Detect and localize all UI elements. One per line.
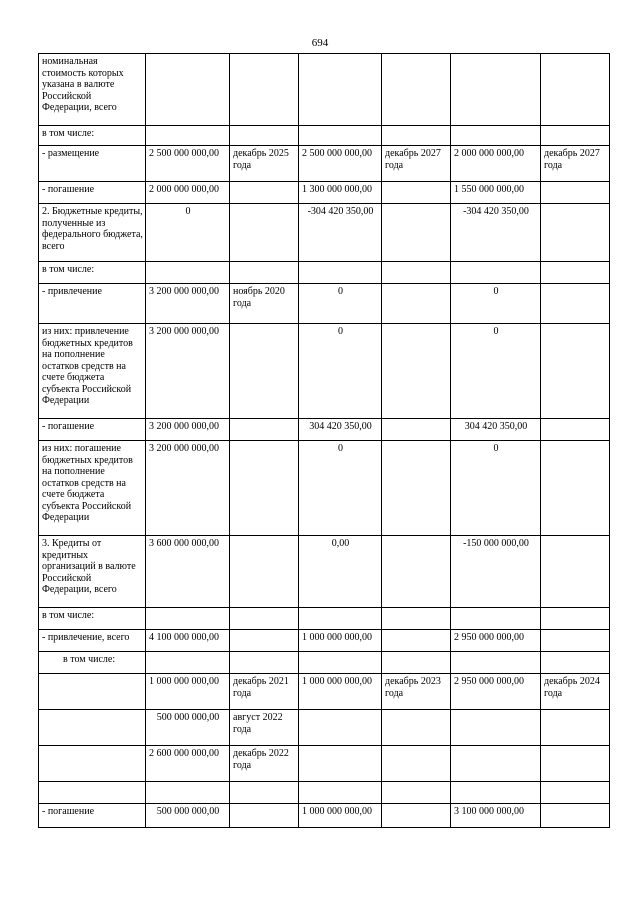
table-cell: -304 420 350,00 [299, 204, 382, 262]
table-cell: 3 200 000 000,00 [146, 441, 230, 536]
table-row [39, 126, 610, 146]
table-cell [230, 782, 299, 804]
table-cell: 1 000 000 000,00 [146, 674, 230, 710]
table-cell [146, 782, 230, 804]
table-cell [541, 284, 610, 324]
table-cell [541, 441, 610, 536]
table-cell: - размещение [39, 146, 146, 182]
table-cell: 2 950 000 000,00 [451, 674, 541, 710]
table-cell: 1 000 000 000,00 [299, 674, 382, 710]
table-cell [382, 804, 451, 828]
table-cell: 2 000 000 000,00 [451, 146, 541, 182]
table-cell [39, 746, 146, 782]
table-cell [541, 710, 610, 746]
table-row [39, 608, 610, 630]
table-cell [146, 126, 230, 146]
table-cell: 0 [451, 441, 541, 536]
table-cell: в том числе: [39, 126, 146, 146]
table-cell [382, 652, 451, 674]
table-cell [451, 54, 541, 126]
table-cell [382, 324, 451, 419]
table-cell: 0,00 [299, 536, 382, 608]
table-row [39, 536, 610, 608]
table-cell: -304 420 350,00 [451, 204, 541, 262]
table-cell [541, 126, 610, 146]
table-cell: - погашение [39, 182, 146, 204]
table-row [39, 182, 610, 204]
table-cell: декабрь 2022 года [230, 746, 299, 782]
table-cell [541, 652, 610, 674]
table-cell: декабрь 2027 года [382, 146, 451, 182]
table-cell: 0 [451, 324, 541, 419]
table-cell: в том числе: [39, 652, 146, 674]
table-cell: 0 [299, 284, 382, 324]
table-cell: 0 [146, 204, 230, 262]
table-cell: 1 550 000 000,00 [451, 182, 541, 204]
table-cell: в том числе: [39, 608, 146, 630]
page-number: 694 [311, 37, 329, 49]
table-cell: 500 000 000,00 [146, 804, 230, 828]
table-cell: август 2022 года [230, 710, 299, 746]
table-cell: декабрь 2024 года [541, 674, 610, 710]
table-row [39, 782, 610, 804]
table-cell: 0 [299, 324, 382, 419]
table-cell: 0 [451, 284, 541, 324]
table-cell [382, 746, 451, 782]
table-row [39, 204, 610, 262]
table-row [39, 652, 610, 674]
table-cell: 304 420 350,00 [299, 419, 382, 441]
table-cell: 2 600 000 000,00 [146, 746, 230, 782]
table-cell [146, 262, 230, 284]
table-cell [230, 182, 299, 204]
table-cell [451, 782, 541, 804]
table-cell: 2 500 000 000,00 [299, 146, 382, 182]
table-row [39, 284, 610, 324]
table-cell [299, 54, 382, 126]
table-cell [39, 710, 146, 746]
table-cell [541, 419, 610, 441]
table-cell [230, 324, 299, 419]
table-cell: - привлечение [39, 284, 146, 324]
table-cell: 3. Кредиты от кредитных организаций в валюте Российской Федерации, всего [39, 536, 146, 608]
table-cell [230, 54, 299, 126]
table-row [39, 630, 610, 652]
table-cell [382, 608, 451, 630]
table-cell: 3 600 000 000,00 [146, 536, 230, 608]
table-cell: 3 200 000 000,00 [146, 284, 230, 324]
table-cell: декабрь 2027 года [541, 146, 610, 182]
table-row [39, 441, 610, 536]
table-cell [230, 419, 299, 441]
table-row [39, 674, 610, 710]
table-row [39, 804, 610, 828]
table-cell: - погашение [39, 419, 146, 441]
table-cell: 3 200 000 000,00 [146, 419, 230, 441]
table-cell: 1 300 000 000,00 [299, 182, 382, 204]
table-cell: декабрь 2021 года [230, 674, 299, 710]
table-cell [230, 441, 299, 536]
table-row [39, 146, 610, 182]
table-cell [39, 674, 146, 710]
table-cell [541, 324, 610, 419]
table-cell [230, 126, 299, 146]
table-cell [382, 204, 451, 262]
table-cell [299, 710, 382, 746]
table-cell: 4 100 000 000,00 [146, 630, 230, 652]
table-cell [39, 782, 146, 804]
table-row [39, 710, 610, 746]
table-row [39, 324, 610, 419]
table-cell: 3 100 000 000,00 [451, 804, 541, 828]
table-row [39, 54, 610, 126]
table-cell [299, 746, 382, 782]
table-cell [451, 746, 541, 782]
table-cell: номинальная стоимость которых указана в валюте Российской Федерации, всего [39, 54, 146, 126]
table-cell [541, 782, 610, 804]
table-cell [541, 204, 610, 262]
table-row [39, 419, 610, 441]
table-cell [299, 608, 382, 630]
table-cell [382, 182, 451, 204]
table-cell: 1 000 000 000,00 [299, 804, 382, 828]
table-cell [146, 652, 230, 674]
table-cell: 1 000 000 000,00 [299, 630, 382, 652]
table-cell [451, 262, 541, 284]
table-cell: 2 500 000 000,00 [146, 146, 230, 182]
table-cell [230, 262, 299, 284]
table-cell [451, 608, 541, 630]
table-cell [382, 441, 451, 536]
table-row [39, 262, 610, 284]
table-cell: 500 000 000,00 [146, 710, 230, 746]
table-cell [451, 126, 541, 146]
table-cell [382, 126, 451, 146]
table-cell: 3 200 000 000,00 [146, 324, 230, 419]
table-cell [230, 204, 299, 262]
table-cell [382, 54, 451, 126]
table-cell [541, 804, 610, 828]
table-cell: из них: погашение бюджетных кредитов на пополнение остатков средств на счете бюджета субъекта Российской Федерации [39, 441, 146, 536]
table-cell: в том числе: [39, 262, 146, 284]
table-cell [382, 262, 451, 284]
table-cell [541, 262, 610, 284]
table-cell [382, 630, 451, 652]
table-cell: 2. Бюджетные кредиты, полученные из федерального бюджета, всего [39, 204, 146, 262]
table-cell [230, 608, 299, 630]
table-cell: из них: привлечение бюджетных кредитов на пополнение остатков средств на счете бюджета субъекта Российской Федерации [39, 324, 146, 419]
table-cell [451, 710, 541, 746]
table-cell [230, 536, 299, 608]
table-cell: 2 950 000 000,00 [451, 630, 541, 652]
table-cell [382, 284, 451, 324]
table-cell [541, 630, 610, 652]
table-cell [382, 536, 451, 608]
table-cell: 2 000 000 000,00 [146, 182, 230, 204]
table-cell [299, 262, 382, 284]
budget-table [38, 53, 610, 828]
table-cell [541, 54, 610, 126]
table-cell: -150 000 000,00 [451, 536, 541, 608]
table-cell [146, 54, 230, 126]
table-cell: декабрь 2023 года [382, 674, 451, 710]
table-cell [299, 652, 382, 674]
table-cell [382, 710, 451, 746]
table-cell [541, 536, 610, 608]
table-cell: - погашение [39, 804, 146, 828]
table-cell [541, 608, 610, 630]
table-cell [451, 652, 541, 674]
table-cell [382, 782, 451, 804]
table-cell [299, 126, 382, 146]
table-cell [541, 746, 610, 782]
table-cell: декабрь 2025 года [230, 146, 299, 182]
table-cell: 0 [299, 441, 382, 536]
table-cell [541, 182, 610, 204]
table-cell [146, 608, 230, 630]
table-cell [230, 804, 299, 828]
table-cell: ноябрь 2020 года [230, 284, 299, 324]
table-cell: 304 420 350,00 [451, 419, 541, 441]
table-cell: - привлечение, всего [39, 630, 146, 652]
table-cell [382, 419, 451, 441]
table-cell [299, 782, 382, 804]
table-row [39, 746, 610, 782]
table-cell [230, 652, 299, 674]
table-cell [230, 630, 299, 652]
